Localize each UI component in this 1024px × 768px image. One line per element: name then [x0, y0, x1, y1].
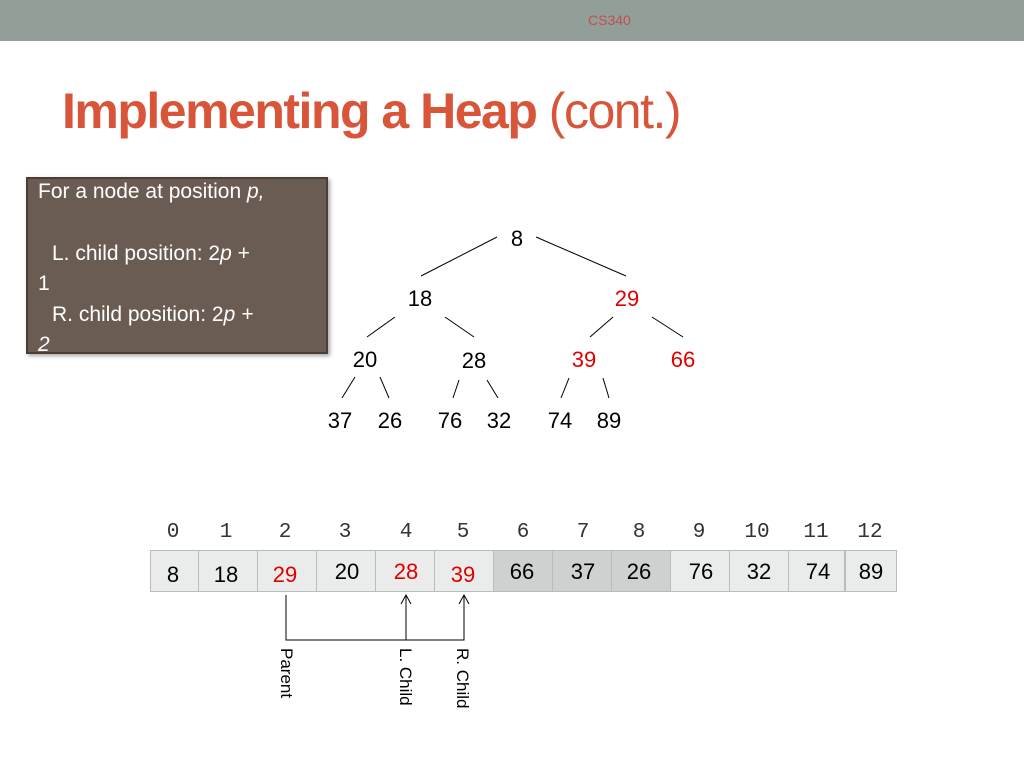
tree-node: 20 — [352, 347, 378, 372]
array-value: 66 — [509, 559, 535, 584]
array-value: 29 — [272, 562, 298, 587]
array-value: 37 — [570, 559, 596, 584]
tree-node: 37 — [327, 408, 353, 433]
tree-node: 66 — [670, 347, 696, 372]
array-value: 74 — [805, 559, 831, 584]
tree-edge — [652, 317, 683, 337]
tree-edge — [380, 377, 389, 398]
array-value: 89 — [858, 559, 884, 584]
formula-intro-var: p, — [246, 180, 265, 203]
tree-node: 32 — [486, 408, 512, 433]
tree-node: 28 — [461, 348, 487, 373]
array-index: 0 — [166, 521, 180, 544]
tree-edge — [445, 317, 474, 337]
tree-edge — [487, 380, 498, 398]
array-index: 12 — [857, 521, 883, 544]
array-value: 8 — [166, 562, 180, 587]
tree-edge — [561, 378, 569, 398]
rchild-formula-var: p + — [223, 303, 254, 326]
array-index: 2 — [278, 521, 292, 544]
array-index: 6 — [516, 521, 530, 544]
formula-intro-text: For a node at position — [38, 180, 247, 203]
tree-edge — [367, 317, 395, 337]
array-value: 39 — [450, 562, 476, 587]
array-index: 3 — [338, 521, 352, 544]
tree-node: 29 — [614, 286, 640, 311]
course-label: CS340 — [588, 12, 631, 28]
parent-label: Parent — [277, 648, 296, 699]
array-index: 7 — [576, 521, 590, 544]
array-value: 32 — [746, 559, 772, 584]
array-index: 10 — [744, 521, 770, 544]
tree-edge — [603, 378, 609, 398]
rchild-label: R. Child — [453, 648, 472, 709]
array-value: 76 — [688, 559, 714, 584]
array-index: 1 — [219, 521, 233, 544]
tree-node: 39 — [571, 347, 597, 372]
lchild-formula-op: + — [231, 242, 250, 265]
tree-node: 74 — [547, 408, 573, 433]
tree-edge — [453, 380, 459, 398]
lchild-label: L. Child — [396, 648, 415, 706]
tree-edge — [590, 317, 613, 337]
array-index: 11 — [803, 521, 829, 544]
tree-node: 18 — [407, 286, 433, 311]
array-value: 28 — [393, 559, 419, 584]
tree-node: 89 — [596, 408, 622, 433]
array-value: 18 — [213, 562, 239, 587]
array-value: 20 — [334, 559, 360, 584]
rchild-formula-wrap-text: 2 — [38, 333, 50, 354]
title-main: Implementing a Heap — [62, 83, 537, 139]
array-index: 9 — [692, 521, 706, 544]
array-index: 4 — [399, 521, 413, 544]
tree-edge — [536, 237, 626, 276]
lchild-formula-wrap: 1 — [38, 272, 50, 295]
lchild-formula-var: p — [220, 242, 232, 265]
array-index: 8 — [632, 521, 646, 544]
array-index: 5 — [456, 521, 470, 544]
tree-edge — [342, 377, 355, 398]
rchild-formula-label: R. child position: 2 — [52, 303, 224, 326]
tree-node: 76 — [437, 408, 463, 433]
lchild-formula-label: L. child position: 2 — [52, 242, 221, 265]
tree-edge — [421, 237, 497, 276]
tree-node: 26 — [377, 408, 403, 433]
connector-line — [286, 595, 464, 640]
tree-node: 8 — [510, 226, 524, 251]
title-suffix: (cont.) — [548, 83, 680, 139]
array-value: 26 — [626, 559, 652, 584]
